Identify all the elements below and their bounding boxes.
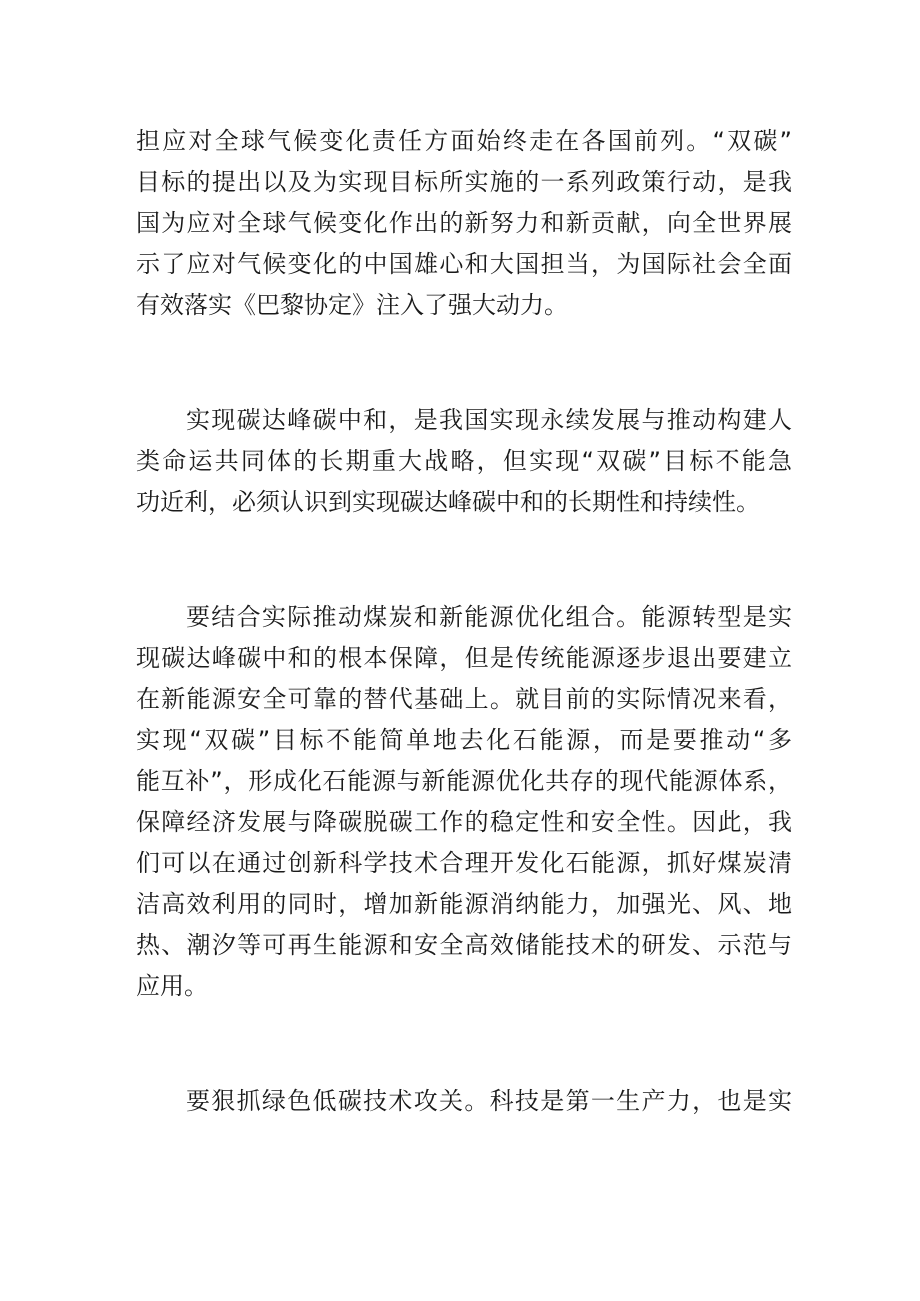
text-line: 要结合实际推动煤炭和新能源优化组合。能源转型是实 — [186, 603, 792, 631]
text-line: 担应对全球气候变化责任方面始终走在各国前列。“双碳” — [136, 127, 792, 155]
paragraph — [136, 1081, 792, 1122]
text-line: 要狠抓绿色低碳技术攻关。科技是第一生产力，也是实 — [186, 1087, 792, 1115]
text-line: 目标的提出以及为实现目标所实施的一系列政策行动，是我 — [136, 168, 792, 196]
text-line: 实现碳达峰碳中和，是我国实现永续发展与推动构建人 — [186, 406, 792, 434]
text-line: 示了应对气候变化的中国雄心和大国担当，为国际社会全面 — [136, 250, 792, 278]
text-line: 能互补”，形成化石能源与新能源优化共存的现代能源体系， — [136, 767, 792, 795]
document-body — [136, 121, 792, 1122]
paragraph-spacer — [136, 1007, 792, 1081]
text-line: 们可以在通过创新科学技术合理开发化石能源，抓好煤炭清 — [136, 849, 792, 877]
text-line: 在新能源安全可靠的替代基础上。就目前的实际情况来看， — [136, 685, 792, 713]
text-line: 洁高效利用的同时，增加新能源消纳能力，加强光、风、地 — [136, 890, 792, 918]
text-line: 热、潮汐等可再生能源和安全高效储能技术的研发、示范与 — [136, 931, 792, 959]
text-line: 应用。 — [136, 972, 208, 1000]
text-line: 功近利，必须认识到实现碳达峰碳中和的长期性和持续性。 — [136, 488, 760, 516]
text-line: 实现“双碳”目标不能简单地去化石能源，而是要推动“多 — [136, 726, 792, 754]
paragraph-spacer — [136, 326, 792, 400]
paragraph — [136, 597, 792, 1007]
text-line: 现碳达峰碳中和的根本保障，但是传统能源逐步退出要建立 — [136, 644, 792, 672]
text-line: 有效落实《巴黎协定》注入了强大动力。 — [136, 291, 568, 319]
paragraph — [136, 400, 792, 523]
paragraph-spacer — [136, 523, 792, 597]
text-line: 类命运共同体的长期重大战略，但实现“双碳”目标不能急 — [136, 447, 792, 475]
text-line: 保障经济发展与降碳脱碳工作的稳定性和安全性。因此，我 — [136, 808, 792, 836]
paragraph — [136, 121, 792, 326]
text-line: 国为应对全球气候变化作出的新努力和新贡献，向全世界展 — [136, 209, 792, 237]
